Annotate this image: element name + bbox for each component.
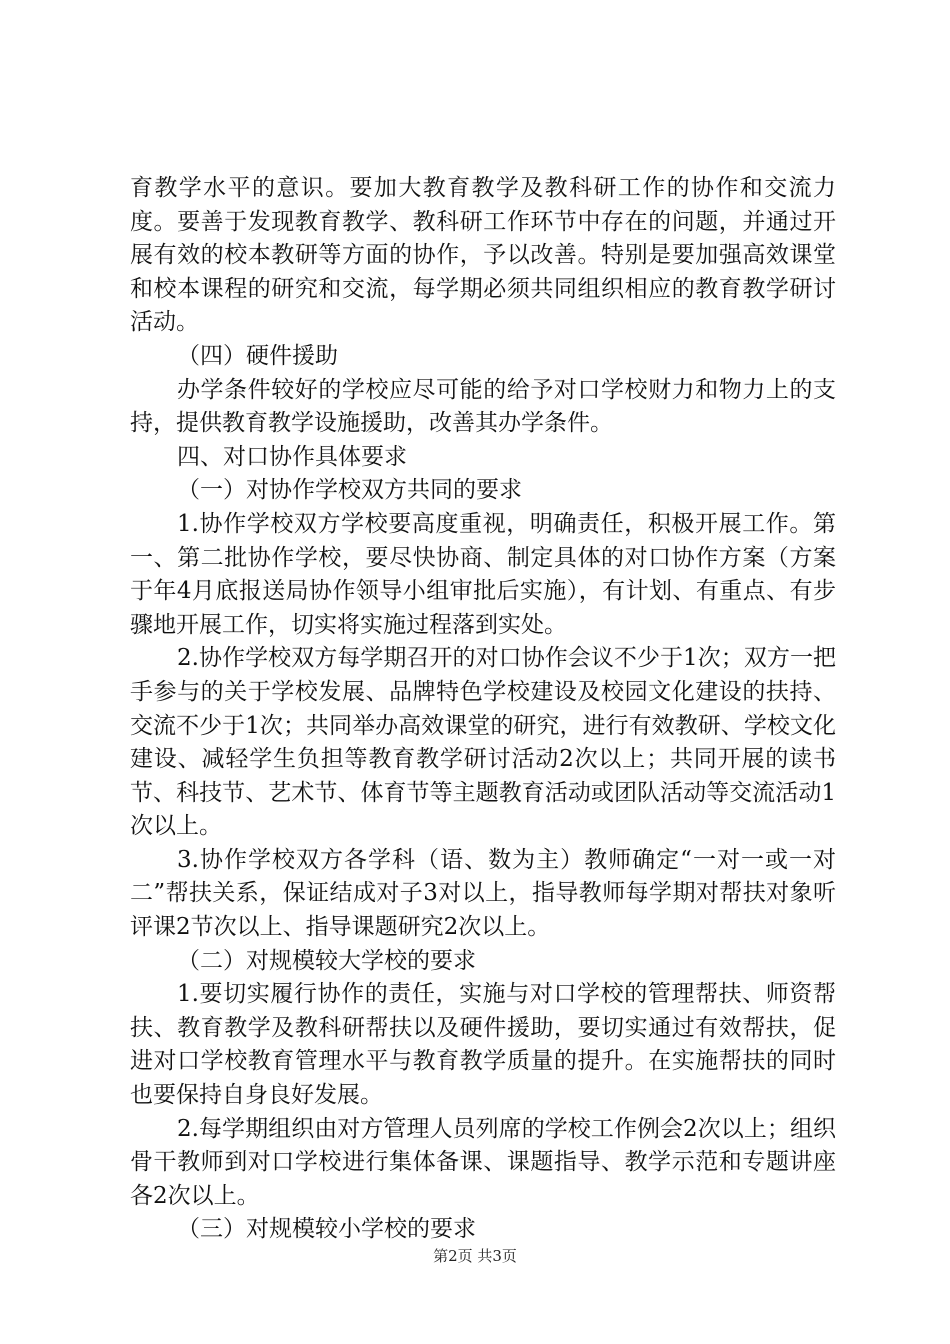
- document-body: [130, 172, 836, 1247]
- section-heading-requirements: 四、对口协作具体要求: [177, 443, 407, 470]
- paragraph-hardware-aid: 办学条件较好的学校应尽可能的给予对口学校财力和物力上的支持，提供教育教学设施援助，改善其办学条件。: [130, 376, 836, 437]
- paragraph-common-item-3: 3.协作学校双方各学科（语、数为主）教师确定“一对一或一对二”帮扶关系，保证结成对子3对以上，指导教师每学期对帮扶对象听评课2节次以上、指导课题研究2次以上。: [130, 846, 836, 941]
- page-footer: 第2页 共3页: [433, 1247, 517, 1265]
- paragraph-large-item-1: 1.要切实履行协作的责任，实施与对口学校的管理帮扶、师资帮扶、教育教学及教科研帮扶以及硬件援助，要切实通过有效帮扶，促进对口学校教育管理水平与教育教学质量的提升。在实施帮扶的同时也要保持自身良好发展。: [130, 981, 836, 1109]
- paragraph-common-item-2: 2.协作学校双方每学期召开的对口协作会议不少于1次；双方一把手参与的关于学校发展、品牌特色学校建设及校园文化建设的扶持、交流不少于1次；共同举办高效课堂的研究，进行有效教研、学校文化建设、减轻学生负担等教育教学研讨活动2次以上；共同开展的读书节、科技节、艺术节、体育节等主题教育活动或团队活动等交流活动1次以上。: [130, 645, 836, 840]
- paragraph-common-item-1: 1.协作学校双方学校要高度重视，明确责任，积极开展工作。第一、第二批协作学校，要尽快协商、制定具体的对口协作方案（方案于年4月底报送局协作领导小组审批后实施），有计划、有重点、有步骤地开展工作，切实将实施过程落到实处。: [130, 510, 836, 638]
- subsection-heading-large-schools: （二）对规模较大学校的要求: [177, 947, 476, 974]
- subsection-heading-common-requirements: （一）对协作学校双方共同的要求: [177, 477, 522, 504]
- subsection-heading-small-schools: （三）对规模较小学校的要求: [177, 1216, 476, 1243]
- section-heading-hardware-aid: （四）硬件援助: [177, 342, 338, 369]
- paragraph-continuation: 育教学水平的意识。要加大教育教学及教科研工作的协作和交流力度。要善于发现教育教学、教科研工作环节中存在的问题，并通过开展有效的校本教研等方面的协作，予以改善。特别是要加强高效课堂和校本课程的研究和交流，每学期必须共同组织相应的教育教学研讨活动。: [130, 175, 836, 336]
- paragraph-large-item-2: 2.每学期组织由对方管理人员列席的学校工作例会2次以上；组织骨干教师到对口学校进行集体备课、课题指导、教学示范和专题讲座各2次以上。: [130, 1115, 836, 1209]
